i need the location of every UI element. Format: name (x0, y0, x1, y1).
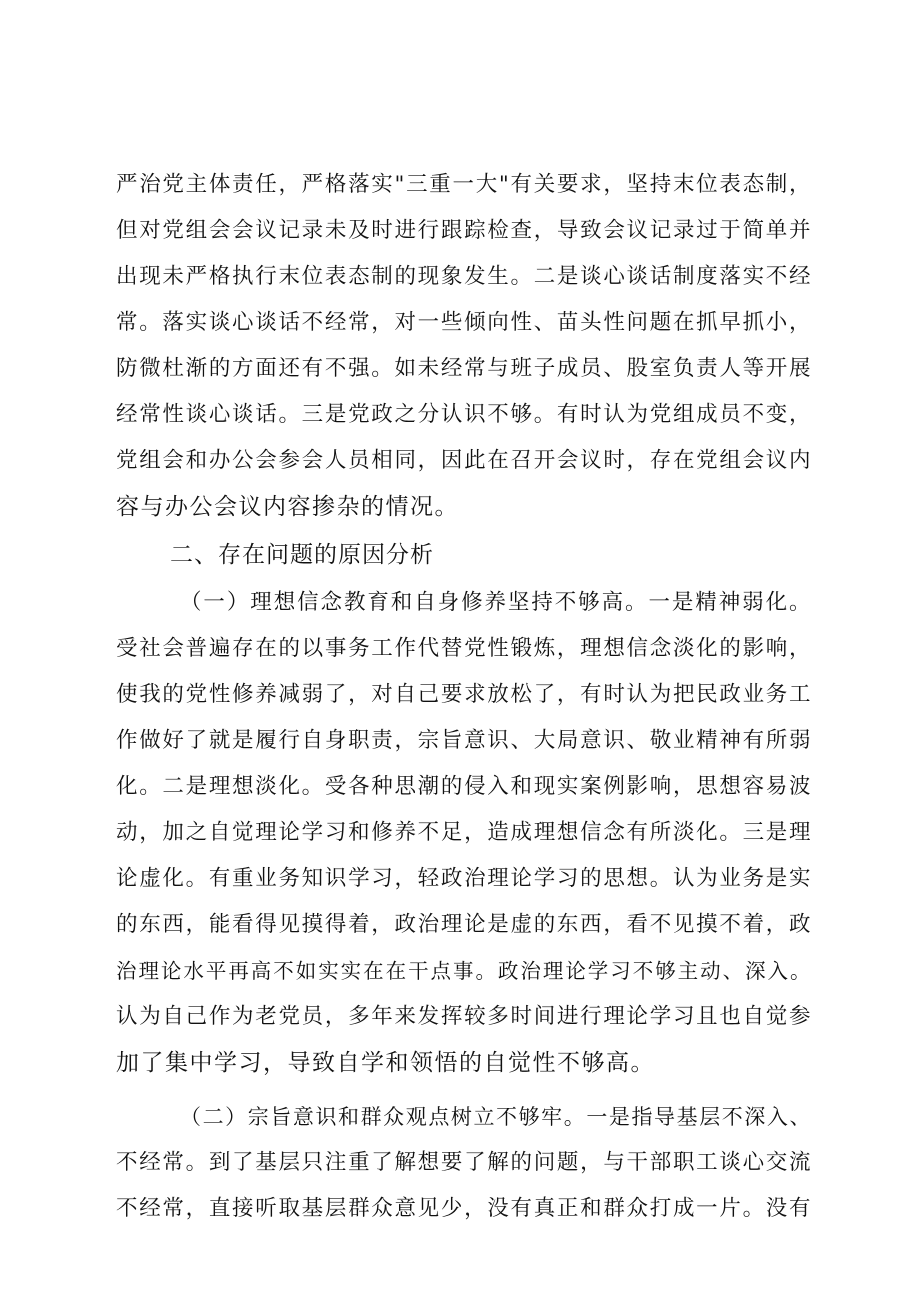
text-line: 作做好了就是履行自身职责，宗旨意识、大局意识、敬业精神有所弱 (116, 728, 812, 753)
paragraph-purpose (116, 1094, 812, 1232)
text-line: 严治党主体责任，严格落实"三重一大"有关要求，坚持末位表态制， (116, 172, 812, 197)
paragraph-continued (116, 162, 812, 530)
text-line: 经常性谈心谈话。三是党政之分认识不够。有时认为党组成员不变， (116, 402, 812, 427)
paragraph-ideals (116, 580, 812, 1086)
section-heading: 二、存在问题的原因分析 (170, 542, 434, 568)
text-line: 容与办公会议内容掺杂的情况。 (116, 494, 459, 520)
text-line: 治理论水平再高不如实实在在干点事。政治理论学习不够主动、深入。 (116, 959, 812, 983)
text-line: 出现未严格执行末位表态制的现象发生。二是谈心谈话制度落实不经 (116, 264, 812, 289)
text-line: 的东西，能看得见摸得着，政治理论是虚的东西，看不见摸不着，政 (116, 912, 812, 937)
text-line: 加了集中学习，导致自学和领悟的自觉性不够高。 (116, 1050, 655, 1076)
paragraph-spacer (116, 1086, 812, 1094)
text-line: 受社会普遍存在的以事务工作代替党性锻炼，理想信念淡化的影响， (116, 636, 812, 661)
text-line: 化。二是理想淡化。受各种思潮的侵入和现实案例影响，思想容易波 (116, 774, 812, 799)
text-line: 但对党组会会议记录未及时进行跟踪检查，导致会议记录过于简单并 (116, 218, 812, 243)
text-line: 防微杜渐的方面还有不强。如未经常与班子成员、股室负责人等开展 (116, 356, 812, 381)
text-line: 认为自己作为老党员，多年来发挥较多时间进行理论学习且也自觉参 (116, 1004, 812, 1029)
document-body (116, 162, 812, 1232)
text-line: （一）理想信念教育和自身修养坚持不够高。一是精神弱化。 (180, 590, 812, 615)
text-line: 动，加之自觉理论学习和修养不足，造成理想信念有所淡化。三是理 (116, 820, 812, 845)
text-line: 党组会和办公会参会人员相同，因此在召开会议时，存在党组会议内 (116, 448, 812, 473)
text-line: （二）宗旨意识和群众观点树立不够牢。一是指导基层不深入、 (180, 1105, 812, 1129)
text-line: 不经常，直接听取基层群众意见少，没有真正和群众打成一片。没有 (116, 1196, 812, 1221)
text-line: 论虚化。有重业务知识学习，轻政治理论学习的思想。认为业务是实 (116, 866, 812, 891)
text-line: 使我的党性修养减弱了，对自己要求放松了，有时认为把民政业务工 (116, 682, 812, 707)
text-line: 常。落实谈心谈话不经常，对一些倾向性、苗头性问题在抓早抓小， (116, 310, 812, 335)
text-line: 不经常。到了基层只注重了解想要了解的问题，与干部职工谈心交流 (116, 1150, 812, 1175)
